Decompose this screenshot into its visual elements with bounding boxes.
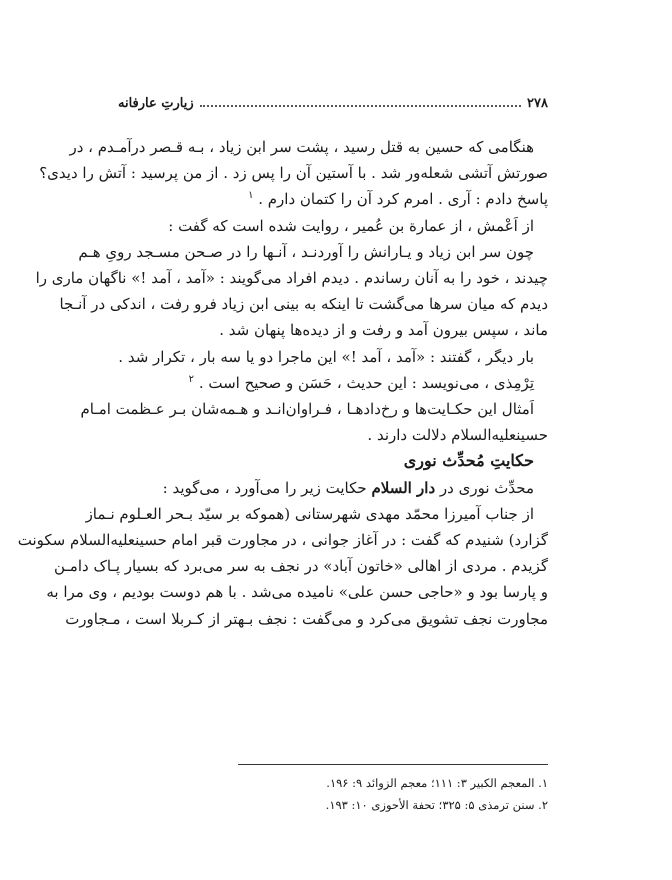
footnote-divider — [238, 764, 548, 765]
section-heading: حکایتِ مُحدِّث نوری — [403, 451, 534, 471]
paragraph-line: از جناب آمیرزا محمّد مهدی شهرستانی (هموکه بر سیّد بـحر العـلوم نـماز — [85, 504, 534, 523]
header-dot-leader — [200, 97, 521, 107]
paragraph-line — [118, 475, 548, 501]
paragraph-line: صورتش آتشی شعله‌ور شد . با آستین آن را پس زد . از من پرسید : آتش را دیدی؟ — [39, 164, 548, 183]
paragraph-line: و پارسا بود و «حاجی حسن علی» نامیده می‌شد . با هم دوست بودیم ، وی مرا به — [46, 583, 548, 602]
paragraph-line — [118, 186, 548, 212]
paragraph-line: از اَعْمش ، از عمارة بن عُمیر ، روایت شده است که گفت : — [168, 216, 534, 235]
footnote: ۲. سنن ترمذی ۵: ۳۲۵؛ تحفة الأحوزی ۱۰: ۱۹۳. — [325, 798, 548, 812]
footnote-ref: ۱ — [248, 190, 254, 202]
paragraph-line: چون سر ابن زیاد و یـارانش را آوردنـد ، آنـها را در صـحن مسـجد رویِ هـم — [78, 242, 534, 261]
paragraph-line: حسینعليه‌السلام دلالت دارند . — [367, 426, 548, 445]
footnote: ۱. المعجم الکبیر ۳: ۱۱۱؛ معجم الزوائد ۹: ۱۹۶. — [326, 776, 548, 790]
footnotes — [238, 772, 548, 816]
page-number: ۲۷۸ — [527, 96, 548, 111]
paragraph-line: هنگامی که حسین به قتل رسید ، پشت سر ابن زیاد ، بـه قـصر درآمـدم ، در — [69, 138, 534, 156]
paragraph-line: اَمثال این حکـایت‌ها و رخ‌دادهـا ، فـراوان‌انـد و هـمه‌شان بـر عـظمت امـام — [80, 400, 534, 419]
paragraph-line: مجاورت نجف تشویق می‌کرد و می‌گفت : نجف بـهتر از کـربلا است ، مـجاورت — [65, 609, 548, 628]
paragraph-line: گزیدم . مردی از اهالی «خاتون آباد» در نجف به سر می‌برد که بسیار پـاک دامـن — [53, 557, 548, 576]
body-text — [17, 134, 548, 632]
line-text: پاسخ دادم : آری . امرم کرد آن را کتمان دارم . — [258, 190, 548, 209]
paragraph-line: ماند ، سپس بیرون آمد و رفت و از دیده‌ها پنهان شد . — [219, 321, 548, 340]
page-header — [118, 96, 548, 120]
footnote-ref: ۲ — [188, 373, 195, 385]
line-text: حکایت زیر را می‌آورد ، می‌گوید : — [162, 478, 367, 497]
paragraph-line: دیدم که میان سرها می‌گشت تا اینکه به بینی ابن زیاد فرو رفت ، اندکی در آنـجا — [59, 295, 548, 314]
paragraph-line: گزارد) شنیدم که گفت : در آغاز جوانی ، در مجاورت قبر امام حسینعليه‌السلام سکونت — [17, 531, 548, 550]
running-title: زیارتِ عارفانه — [118, 96, 194, 111]
line-text: محدِّث نوری در — [439, 478, 534, 497]
paragraph-line — [118, 370, 548, 396]
paragraph-line: چیدند ، خود را به آنان رساندم . دیدم افراد می‌گویند : «آمد ، آمد !» ناگهان ماری را — [35, 269, 548, 288]
book-title: دار السلام — [371, 478, 436, 497]
paragraph-line: بار دیگر ، گفتند : «آمد ، آمد !» این ماجرا دو یا سه بار ، تکرار شد . — [118, 347, 534, 366]
line-text: تِرْمِذی ، می‌نویسد : این حدیث ، حَسَن و صحیح است . — [198, 373, 534, 392]
